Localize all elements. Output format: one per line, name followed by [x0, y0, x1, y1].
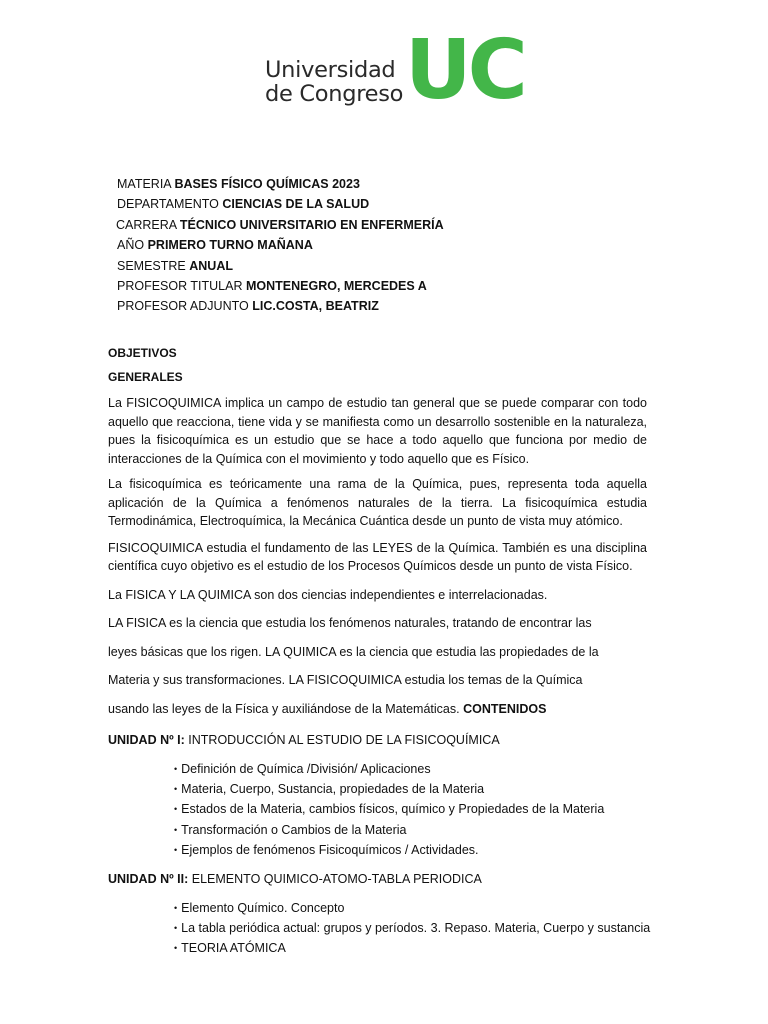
logo-uc-mark: UC [405, 23, 524, 118]
info-label: PROFESOR ADJUNTO [117, 299, 249, 314]
info-row-departamento [117, 194, 444, 214]
info-label: AÑO [117, 238, 145, 253]
objectives-heading: OBJETIVOS [108, 346, 177, 360]
text-line-last [108, 700, 647, 719]
info-label: CARRERA [116, 217, 177, 232]
logo-line-1: Universidad [265, 57, 396, 83]
paragraph: La FISICOQUIMICA implica un campo de estudio tan general que se puede comparar con todo aquello que reacciona, tiene vida y se manifiesta como un desarrollo sostenible en la naturaleza, pues la fisicoquímica es un estudio que se hace a todo aquello que funciona por medio de interacciones de la Química con el movimiento y todo aquello que es Físico. [108, 396, 647, 466]
info-label: PROFESOR TITULAR [117, 278, 243, 293]
logo-line-2: de Congreso [265, 81, 404, 107]
document-body [108, 343, 651, 959]
list-item: • Transformación o Cambios de la Materia [174, 820, 647, 840]
unit-label: UNIDAD Nº I: [108, 733, 185, 747]
university-logo [265, 23, 524, 118]
info-value: BASES FÍSICO QUÍMICAS 2023 [174, 177, 360, 191]
unit-1-list [174, 759, 647, 860]
list-item: • Materia, Cuerpo, Sustancia, propiedades de la Materia [174, 779, 647, 799]
info-value: LIC.COSTA, BEATRIZ [252, 299, 379, 314]
info-row-materia [117, 174, 444, 194]
info-row-profesor-adjunto [117, 296, 444, 316]
unit-heading-2 [108, 870, 647, 888]
info-value: CIENCIAS DE LA SALUD [222, 197, 370, 212]
text-line-content: usando las leyes de la Física y auxiliándose de la Matemáticas. [108, 701, 460, 716]
logo-wordmark [265, 58, 403, 106]
course-info [117, 174, 444, 317]
general-objectives-heading: GENERALES [108, 370, 183, 384]
paragraph: La fisicoquímica es teóricamente una rama de la Química, pues, representa toda aquella aplicación de la Química a fenómenos naturales de la tierra. La fisicoquímica estudia Termodinámica, Electroquímica, la Mecánica Cuántica desde un punto de vista muy atómico. [108, 477, 647, 528]
list-item: • TEORIA ATÓMICA [174, 938, 647, 958]
info-value: TÉCNICO UNIVERSITARIO EN ENFERMERÍA [179, 217, 444, 232]
info-row-anio [117, 235, 444, 255]
info-label: SEMESTRE [117, 258, 186, 273]
unit-label: UNIDAD Nº II: [108, 872, 189, 887]
unit-2-list [174, 898, 651, 959]
list-item: • Ejemplos de fenómenos Fisicoquímicos / Actividades. [174, 840, 647, 860]
contents-label: CONTENIDOS [463, 701, 547, 716]
text-line: leyes básicas que los rigen. LA QUIMICA es la ciencia que estudia las propiedades de la [108, 644, 599, 659]
info-row-carrera [116, 215, 444, 235]
info-row-semestre [117, 256, 444, 276]
list-item: • Estados de la Materia, cambios físicos, químico y Propiedades de la Materia [174, 799, 647, 819]
unit-title: ELEMENTO QUIMICO-ATOMO-TABLA PERIODICA [191, 872, 482, 887]
info-value: PRIMERO TURNO MAÑANA [147, 238, 313, 253]
list-item: • La tabla periódica actual: grupos y períodos. 3. Repaso. Materia, Cuerpo y sustancia [174, 918, 647, 938]
info-value: MONTENEGRO, MERCEDES A [245, 278, 427, 293]
paragraph: La FISICA Y LA QUIMICA son dos ciencias independientes e interrelacionadas. [108, 587, 548, 602]
paragraph: FISICOQUIMICA estudia el fundamento de las LEYES de la Química. También es una disciplina científica cuyo objetivo es el estudio de los Procesos Químicos desde un punto de vista Físico. [108, 540, 647, 573]
info-label: MATERIA [117, 177, 171, 191]
list-item: • Definición de Química /División/ Aplicaciones [174, 759, 647, 779]
unit-heading-1 [108, 731, 647, 749]
list-item: • Elemento Químico. Concepto [174, 898, 647, 918]
info-row-profesor-titular [117, 276, 444, 296]
info-value: ANUAL [189, 258, 233, 273]
text-line: LA FISICA es la ciencia que estudia los fenómenos naturales, tratando de encontrar las [108, 616, 592, 630]
unit-title: INTRODUCCIÓN AL ESTUDIO DE LA FISICOQUÍMICA [188, 733, 500, 747]
text-line: Materia y sus transformaciones. LA FISICOQUIMICA estudia los temas de la Química [108, 673, 583, 687]
info-label: DEPARTAMENTO [117, 197, 219, 212]
